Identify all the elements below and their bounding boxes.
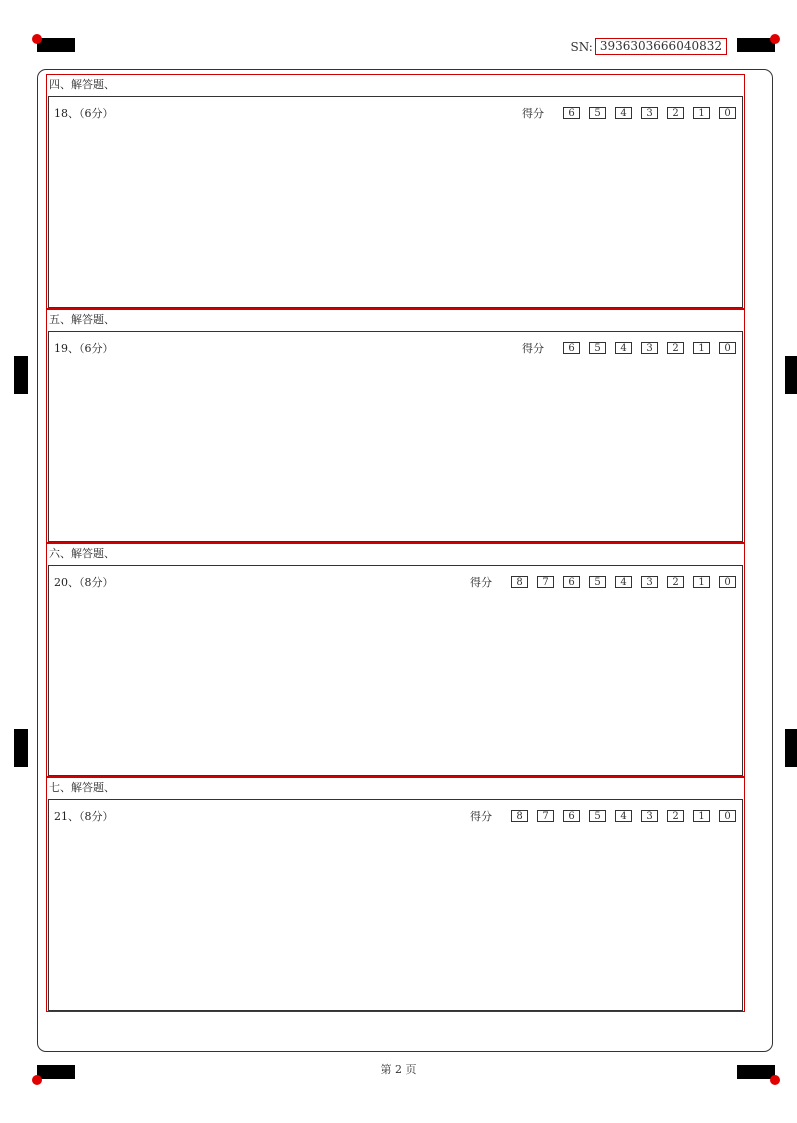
score-box[interactable]: 4 (615, 342, 632, 354)
score-box[interactable]: 4 (615, 810, 632, 822)
score-box[interactable]: 6 (563, 342, 580, 354)
score-box[interactable]: 7 (537, 576, 554, 588)
score-box[interactable]: 2 (667, 107, 684, 119)
score-box[interactable]: 0 (719, 107, 736, 119)
score-area (522, 105, 736, 121)
corner-dot-top-right (770, 34, 780, 44)
score-box[interactable]: 5 (589, 810, 606, 822)
side-mark-right-upper (785, 356, 797, 394)
page-number: 第 2 页 (380, 1063, 417, 1076)
serial-number (571, 38, 728, 55)
score-box[interactable]: 3 (641, 810, 658, 822)
answer-area-q20[interactable] (48, 565, 743, 776)
score-box[interactable]: 6 (563, 810, 580, 822)
score-box[interactable]: 7 (537, 810, 554, 822)
score-box[interactable]: 3 (641, 342, 658, 354)
section-title: 五、解答题、 (49, 313, 115, 326)
score-box[interactable]: 2 (667, 576, 684, 588)
score-area (470, 808, 736, 824)
score-box[interactable]: 0 (719, 342, 736, 354)
score-box[interactable]: 4 (615, 107, 632, 119)
score-label: 得分 (470, 810, 492, 823)
score-box[interactable]: 1 (693, 342, 710, 354)
score-area (470, 574, 736, 590)
answer-area-q18[interactable] (48, 96, 743, 308)
serial-number-label: SN: (570, 39, 593, 54)
score-box[interactable]: 5 (589, 107, 606, 119)
section-5 (46, 309, 745, 543)
score-box[interactable]: 5 (589, 576, 606, 588)
score-area (522, 340, 736, 356)
question-label: 18、（6分） (54, 107, 114, 120)
score-box[interactable]: 2 (667, 342, 684, 354)
section-6 (46, 543, 745, 777)
side-mark-left-lower (14, 729, 28, 767)
score-box[interactable]: 1 (693, 810, 710, 822)
score-box[interactable]: 0 (719, 810, 736, 822)
score-box[interactable]: 2 (667, 810, 684, 822)
score-box[interactable]: 8 (511, 810, 528, 822)
side-mark-right-lower (785, 729, 797, 767)
score-box[interactable]: 6 (563, 576, 580, 588)
score-label: 得分 (470, 576, 492, 589)
score-box[interactable]: 3 (641, 107, 658, 119)
score-label: 得分 (522, 342, 544, 355)
score-label: 得分 (522, 107, 544, 120)
question-label: 19、（6分） (54, 342, 114, 355)
score-box[interactable]: 4 (615, 576, 632, 588)
corner-mark-top-left (37, 38, 75, 52)
side-mark-left-upper (14, 356, 28, 394)
question-label: 21、（8分） (54, 810, 114, 823)
score-box[interactable]: 5 (589, 342, 606, 354)
serial-number-value: 3936303666040832 (595, 38, 727, 55)
score-box[interactable]: 3 (641, 576, 658, 588)
question-label: 20、（8分） (54, 576, 114, 589)
score-box[interactable]: 0 (719, 576, 736, 588)
section-7 (46, 777, 745, 1012)
score-box[interactable]: 1 (693, 107, 710, 119)
score-box[interactable]: 8 (511, 576, 528, 588)
section-title: 四、解答题、 (49, 78, 115, 91)
section-4 (46, 74, 745, 309)
score-box[interactable]: 1 (693, 576, 710, 588)
section-title: 六、解答题、 (49, 547, 115, 560)
answer-area-q21[interactable] (48, 799, 743, 1011)
corner-dot-top-left (32, 34, 42, 44)
answer-area-q19[interactable] (48, 331, 743, 542)
score-box[interactable]: 6 (563, 107, 580, 119)
section-title: 七、解答题、 (49, 781, 115, 794)
